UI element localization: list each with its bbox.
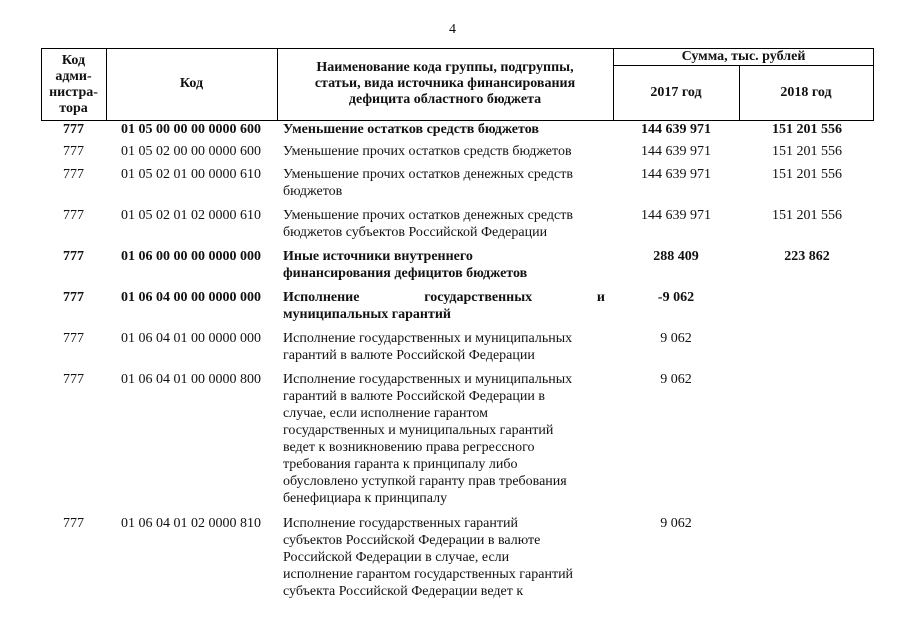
page-number: 4 (449, 22, 456, 37)
name-line: исполнение гарантом государственных гарантий (283, 567, 574, 582)
name-line: гарантий в валюте Российской Федерации (283, 348, 535, 363)
name-line: Российской Федерации в случае, если (283, 550, 510, 565)
value-2017-cell: 9 062 (660, 516, 692, 531)
name-line: государственных и муниципальных гарантий (283, 423, 554, 438)
value-2018-cell: 223 862 (784, 249, 830, 264)
header-name-line: дефицита областного бюджета (348, 92, 542, 107)
code-cell: 01 05 02 01 00 0000 610 (121, 167, 261, 182)
name-line: Исполнение государственных гарантий (283, 516, 518, 531)
admin-code-cell: 777 (63, 122, 84, 137)
value-2017-cell: 144 639 971 (641, 208, 711, 223)
name-word: и (596, 290, 605, 305)
name-line: бюджетов (283, 184, 343, 199)
value-2017-cell: 9 062 (660, 331, 692, 346)
name-line: требования гаранта к принципалу либо (283, 457, 518, 472)
name-line: Уменьшение прочих остатков денежных средств (283, 208, 573, 223)
value-2018-cell: 151 201 556 (772, 144, 842, 159)
name-line: бенефициара к принципалу (283, 491, 448, 506)
admin-code-cell: 777 (63, 516, 84, 531)
header-code: Код (179, 76, 204, 91)
name-line: бюджетов субъектов Российской Федерации (283, 225, 548, 240)
value-2017-cell: 144 639 971 (641, 167, 711, 182)
name-line: финансирования дефицитов бюджетов (283, 266, 528, 281)
code-cell: 01 06 00 00 00 0000 000 (121, 249, 261, 264)
header-admin-line: тора (59, 101, 88, 116)
value-2017-cell: 9 062 (660, 372, 692, 387)
admin-code-cell: 777 (63, 208, 84, 223)
admin-code-cell: 777 (63, 290, 84, 305)
name-line-justified (283, 289, 605, 306)
code-cell: 01 06 04 01 02 0000 810 (121, 516, 261, 531)
value-2017-cell: 144 639 971 (641, 144, 711, 159)
name-line: субъектов Российской Федерации в валюте (283, 533, 541, 548)
name-line: Уменьшение прочих остатков денежных средств (283, 167, 573, 182)
name-word: Исполнение (283, 290, 360, 305)
value-2017-cell: 144 639 971 (641, 122, 711, 137)
value-2018-cell: 151 201 556 (772, 122, 842, 137)
admin-code-cell: 777 (63, 167, 84, 182)
name-cell (283, 248, 605, 282)
name-line: субъекта Российской Федерации ведет к (283, 584, 524, 599)
code-cell: 01 05 02 00 00 0000 600 (121, 144, 261, 159)
code-cell: 01 06 04 00 00 0000 000 (121, 290, 261, 305)
code-cell: 01 06 04 01 00 0000 800 (121, 372, 261, 387)
header-admin-line: нистра- (49, 85, 98, 100)
value-2017-cell: -9 062 (657, 290, 695, 305)
name-word: государственных (424, 290, 533, 305)
name-cell (283, 371, 605, 507)
table-header (41, 48, 874, 121)
header-year-2018: 2018 год (780, 85, 832, 100)
value-2018-cell: 151 201 556 (772, 208, 842, 223)
code-cell: 01 06 04 01 00 0000 000 (121, 331, 261, 346)
name-line: Исполнение государственных и муниципальных (283, 331, 573, 346)
header-admin-line: Код (61, 53, 86, 68)
name-cell (283, 166, 605, 200)
name-line: муниципальных гарантий (283, 307, 451, 322)
header-name-line: Наименование кода группы, подгруппы, (316, 60, 574, 75)
header-name (277, 48, 613, 120)
name-line: Исполнение государственных и муниципальных (283, 372, 573, 387)
name-cell: Уменьшение прочих остатков средств бюджетов (283, 144, 572, 159)
code-cell: 01 05 02 01 02 0000 610 (121, 208, 261, 223)
admin-code-cell: 777 (63, 249, 84, 264)
admin-code-cell: 777 (63, 331, 84, 346)
admin-code-cell: 777 (63, 372, 84, 387)
admin-code-cell: 777 (63, 144, 84, 159)
header-sum: Сумма, тыс. рублей (681, 49, 806, 64)
name-cell (283, 289, 605, 323)
code-cell: 01 05 00 00 00 0000 600 (121, 122, 261, 137)
name-line: случае, если исполнение гарантом (283, 406, 489, 421)
header-name-line: статьи, вида источника финансирования (314, 76, 576, 91)
name-cell (283, 515, 605, 600)
name-line: обусловлено уступкой гаранту прав требования (283, 474, 567, 489)
name-line: Иные источники внутреннего (283, 249, 473, 264)
name-cell (283, 207, 605, 241)
header-year-2017: 2017 год (650, 85, 702, 100)
value-2017-cell: 288 409 (653, 249, 699, 264)
header-admin-code (41, 50, 106, 120)
name-cell (283, 330, 605, 364)
header-admin-line: адми- (55, 69, 92, 84)
value-2018-cell: 151 201 556 (772, 167, 842, 182)
name-line: ведет к возникновению права регрессного (283, 440, 535, 455)
name-cell: Уменьшение остатков средств бюджетов (283, 122, 539, 137)
name-line: гарантий в валюте Российской Федерации в (283, 389, 545, 404)
